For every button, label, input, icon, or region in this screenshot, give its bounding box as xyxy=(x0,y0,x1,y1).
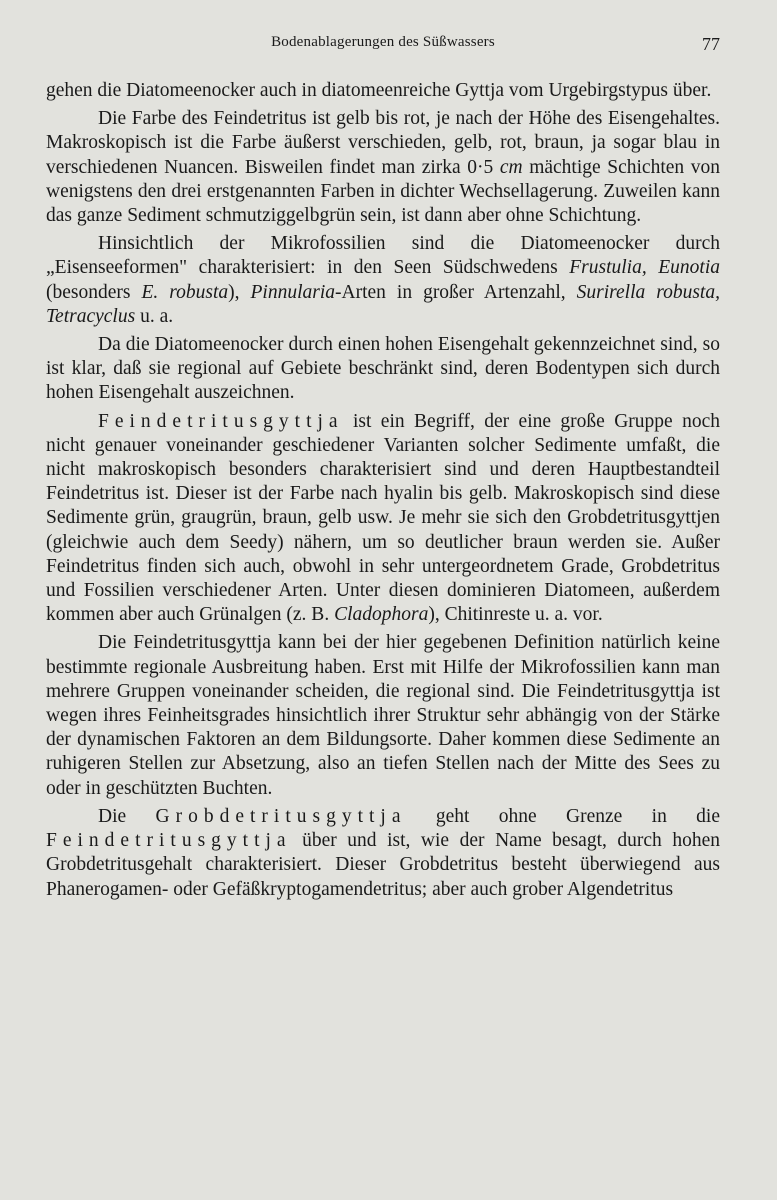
paragraph-1 xyxy=(46,79,720,103)
paragraph-4 xyxy=(46,333,720,406)
paragraph-7-text-a: Die xyxy=(98,805,156,827)
term-feindetritusgyttja-2: Feindetritusgyttja xyxy=(46,830,292,852)
taxon-surirella-robusta: Surirella robusta, xyxy=(576,281,720,303)
paragraph-3-sep-1 xyxy=(647,257,659,278)
paragraph-6-text: Die Feindetritusgyttja kann bei der hier gegebenen Definition natürlich keine bestimmte regionale Ausbreitung haben. Erst mit Hilfe der Mikrofossilien kann man mehrere Gruppen voneinander scheiden, die regional sind. Die Feindetritusgyttja ist wegen ihres Feinheitsgrades hinsichtlich ihrer Struktur sehr abhängig von der Stärke der dynamischen Faktoren an dem Bildungsorte. Daher kommen diese Sedimente an ruhigeren Stellen zur Absetzung, also an tiefen Stellen nach der Mitte des Sees zu oder in geschützten Buchten. xyxy=(46,632,720,799)
paragraph-5-text-a: ist ein Begriff, der eine große Gruppe noch nicht genauer voneinander geschiedener Varianten solcher Sedimente umfaßt, die nicht makroskopisch besonders charakterisiert sind und deren Hauptbestandteil Feindetritus ist. Dieser ist der Farbe nach hyalin bis gelb. Makroskopisch sind diese Sedimente grün, graugrün, braun, gelb usw. Je mehr sie sich den Grobdetritusgyttjen (gleichwie auch dem Seedy) nähern, um so deutlicher braun werden sie. Außer Feindetritus finden sich auch, obwohl in sehr untergeordnetem Grade, Grobdetritus und Fossilien verschiedener Arten. Unter diesen dominieren Diatomeen, außerdem kommen aber auch Grünalgen (z. B. xyxy=(46,410,720,626)
taxon-tetracyclus: Tetracyclus xyxy=(46,305,136,327)
term-feindetritusgyttja: Feindetritusgyttja xyxy=(98,410,344,432)
paragraph-3-sep-6: u. a. xyxy=(135,305,174,327)
taxon-frustulia: Frustulia, xyxy=(569,257,647,279)
paragraph-7-text-c: über und ist, wie der Name besagt, durch hohen Grobdetritusgehalt charakterisiert. Dieser Grobdetritus besteht überwiegend aus Phanerogamen- oder Gefäßkryptogamendetritus; aber auch grober Algendetritus xyxy=(46,830,720,900)
paragraph-3-sep-3: ), xyxy=(228,281,251,303)
body-text xyxy=(46,79,720,906)
paragraph-5 xyxy=(46,410,720,628)
paragraph-3 xyxy=(46,232,720,329)
paragraph-3-sep-2: (besonders xyxy=(46,281,142,303)
paragraph-7-text-b: geht ohne Grenze in die xyxy=(406,805,721,827)
paragraph-2-text-a: Die Farbe des Feindetritus ist gelb bis rot, je nach der Höhe des Eisengehaltes. Makroskopisch ist die Farbe äußerst verschieden, gelb, rot, braun, ja sogar blau in verschiedenen Nuancen. Bisweilen findet man zirka 0·5 xyxy=(46,108,720,178)
paragraph-5-text-b: ), Chitinreste u. a. vor. xyxy=(428,604,603,626)
paragraph-2-text-b: mächtige Schichten von wenigstens den drei erstgenannten Farben in dichter Wechsellagerung. Zuweilen kann das ganze Sediment schmutziggelbgrün sein, ist dann aber ohne Schichtung. xyxy=(46,156,720,227)
taxon-eunotia: Eunotia xyxy=(658,257,720,279)
paragraph-3-text-a: Hinsichtlich der Mikrofossilien sind die Diatomeenocker durch „Eisenseeformen" charakterisiert: in den Seen Südschwedens xyxy=(46,233,720,279)
paragraph-2 xyxy=(46,107,720,228)
taxon-cladophora: Cladophora xyxy=(334,604,429,626)
taxon-pinnularia: Pinnularia xyxy=(250,281,336,303)
taxon-e-robusta: E. robusta xyxy=(141,281,229,303)
term-grobdetritusgyttja: Grobdetritusgyttja xyxy=(155,805,407,827)
page-number: 77 xyxy=(702,34,720,54)
paragraph-3-sep-4: -Arten in großer Artenzahl, xyxy=(335,281,577,303)
paragraph-6 xyxy=(46,631,720,800)
running-head: Bodenablagerungen des Süßwassers xyxy=(271,34,495,50)
paragraph-4-text: Da die Diatomeenocker durch einen hohen Eisengehalt gekennzeichnet sind, so ist klar, daß sie regional auf Gebiete beschränkt sind, deren Bodentypen sich durch hohen Eisengehalt auszeichnen. xyxy=(46,334,720,404)
page-header xyxy=(46,34,720,60)
paragraph-1-text: gehen die Diatomeenocker auch in diatomeenreiche Gyttja vom Urgebirgstypus über. xyxy=(46,80,712,101)
unit-cm: cm xyxy=(499,156,523,178)
paragraph-7 xyxy=(46,805,720,902)
